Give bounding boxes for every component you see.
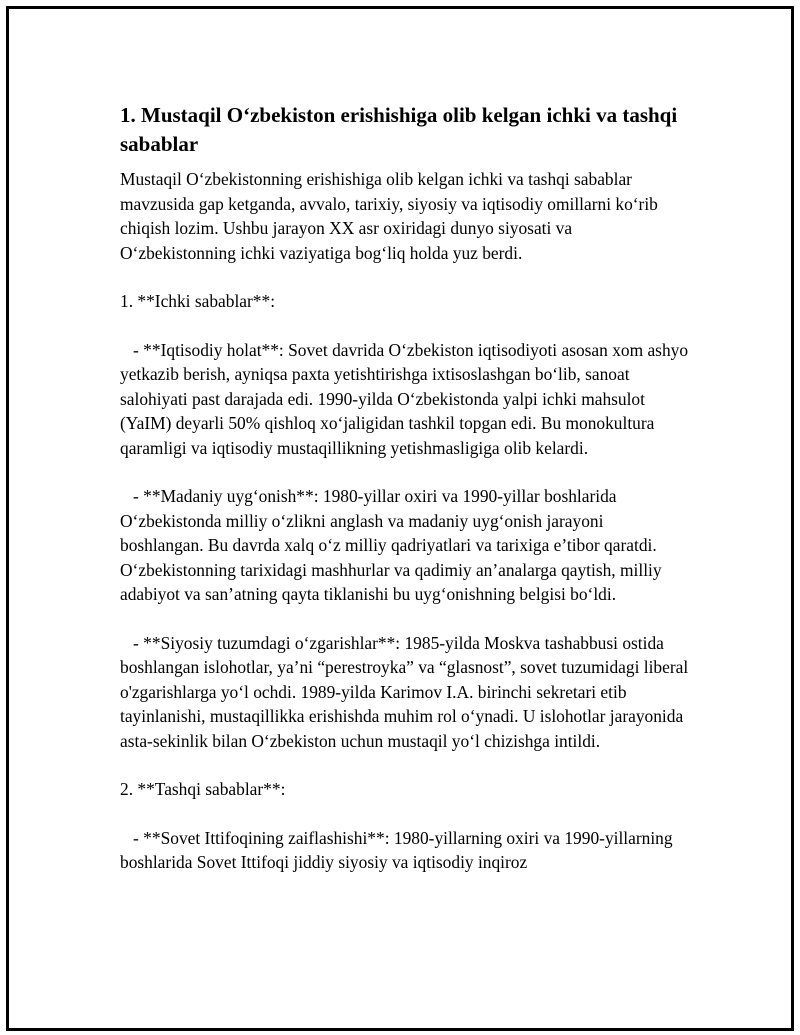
- section-1-item-culture: - **Madaniy uyg‘onish**: 1980-yillar oxiri va 1990-yillar boshlarida O‘zbekistonda milliy o‘zlikni anglash va madaniy uyg‘onish jarayoni boshlangan. Bu davrda xalq o‘z milliy qadriyatlari va tarixiga e’tibor qaratdi. O‘zbekistonning tarixidagi mashhurlar va qadimiy an’analarga qaytish, milliy adabiyot va san’atning qayta tiklanishi bu uyg‘onishning belgisi bo‘ldi.: [120, 486, 666, 604]
- section-1-title: 1. **Ichki sabablar**:: [120, 291, 276, 311]
- page-frame: [6, 6, 794, 1031]
- section-1-item-politics: - **Siyosiy tuzumdagi o‘zgarishlar**: 1985-yilda Moskva tashabbusi ostida boshlangan islohotlar, ya’ni “perestroyka” va “glasnost”, sovet tuzumidagi liberal o'zgarishlarga yo‘l ochdi. 1989-yilda Karimov I.A. birinchi sekretari etib tayinlanishi, mustaqillikka erishishda muhim rol o‘ynadi. U islohotlar jarayonida asta-sekinlik bilan O‘zbekiston uchun mustaqil yo‘l chizishga intildi.: [120, 632, 693, 751]
- intro-paragraph: Mustaqil O‘zbekistonning erishishiga olib kelgan ichki va tashqi sabablar mavzusida gap ketganda, avvalo, tarixiy, siyosiy va iqtisodiy omillarni ko‘rib chiqish lozim. Ushbu jarayon XX asr oxiridagi dunyo siyosati va O‘zbekistonning ichki vaziyatiga bog‘liq holda yuz berdi.: [120, 169, 663, 263]
- section-1-item-economy: - **Iqtisodiy holat**: Sovet davrida O‘zbekiston iqtisodiyoti asosan xom ashyo yetkazib berish, ayniqsa paxta yetishtirishga ixtisoslashgan bo‘lib, sanoat salohiyati past darajada edi. 1990-yilda O‘zbekistonda yalpi ichki mahsulot (YaIM) deyarli 50% qishloq xo‘jaligidan tashkil topgan edi. Bu monokultura qaramligi va iqtisodiy mustaqillikning yetishmasligiga olib kelardi.: [120, 339, 693, 458]
- section-2-title: 2. **Tashqi sabablar**:: [120, 779, 286, 799]
- document-heading: 1. Mustaqil O‘zbekiston erishishiga olib kelgan ichki va tashqi sabablar: [120, 103, 678, 156]
- section-2-item-soviet-decline: - **Sovet Ittifoqining zaiflashishi**: 1980-yillarning oxiri va 1990-yillarning boshlarida Sovet Ittifoqi jiddiy siyosiy va iqtisodiy inqiroz: [120, 827, 677, 872]
- document-body: [120, 101, 693, 899]
